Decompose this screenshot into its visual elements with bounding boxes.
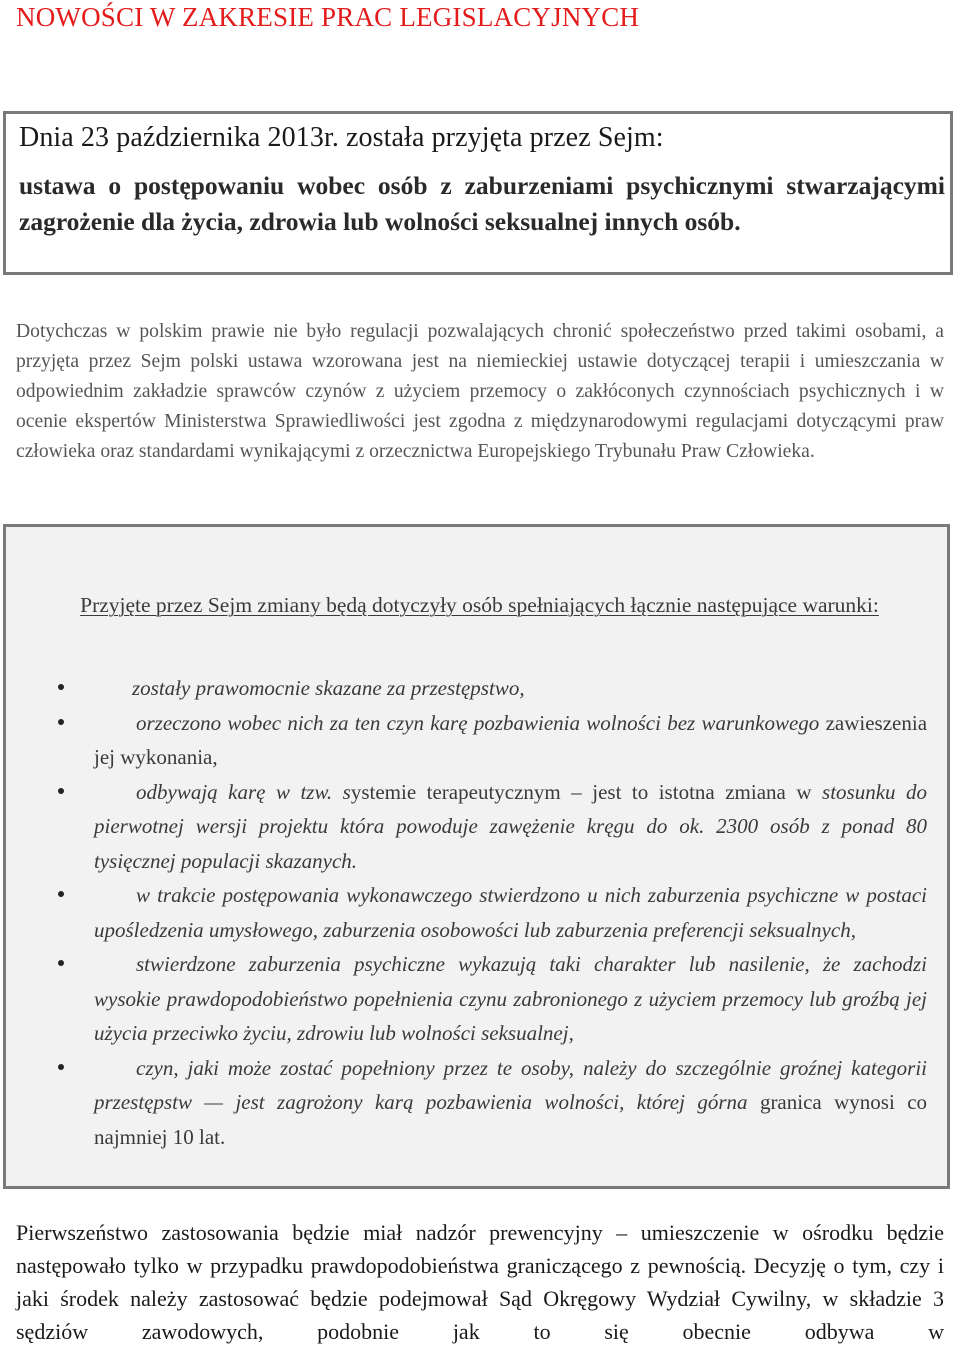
condition-item bbox=[6, 671, 947, 706]
condition-item bbox=[6, 878, 947, 947]
conditions-list bbox=[6, 671, 947, 1154]
condition-text: stwierdzone zaburzenia psychiczne wykazują taki charakter lub nasilenie, że zachodzi wysokie prawdopodobieństwo popełnienia czynu zabronionego z użyciem przemocy lub groźbą jej użycia przeciwko życiu, zdrowiu lub wolności seksualnej, bbox=[94, 952, 927, 1045]
conditions-heading: Przyjęte przez Sejm zmiany będą dotyczyły osób spełniających łącznie następujące warunki: bbox=[80, 593, 879, 617]
page-title: NOWOŚCI W ZAKRESIE PRAC LEGISLACYJNYCH bbox=[16, 2, 640, 32]
condition-text: zostały prawomocnie skazane za przestępstwo, bbox=[132, 676, 525, 700]
bullet-icon bbox=[58, 960, 64, 966]
adoption-date-line: Dnia 23 października 2013r. została przyjęta przez Sejm: bbox=[19, 122, 664, 153]
conditions-box bbox=[3, 524, 950, 1189]
condition-item bbox=[6, 775, 947, 879]
bullet-icon bbox=[58, 719, 64, 725]
intro-paragraph: Dotychczas w polskim prawie nie było regulacji pozwalających chronić społeczeństwo przed takimi osobami, a przyjęta przez Sejm polski ustawa wzorowana jest na niemieckiej ustawie dotyczącej terapii i umieszczania w odpowiednim zakładzie sprawców czynów z użyciem przemocy o zakłóconych czynnościach psychicznych i w ocenie ekspertów Ministerstwa Sprawiedliwości jest zgodna z międzynarodowymi regulacjami dotyczącymi praw człowieka oraz standardami wynikającymi z orzecznictwa Europejskiego Trybunału Praw Człowieka. bbox=[16, 321, 944, 462]
condition-item bbox=[6, 1051, 947, 1155]
condition-item bbox=[6, 706, 947, 775]
bullet-icon bbox=[58, 891, 64, 897]
condition-text: czyn, jaki może zostać popełniony przez te osoby, należy do szczególnie groźnej kategorii przestępstw — jest zagrożony karą pozbawienia wolności, której górna bbox=[94, 1055, 927, 1114]
act-title: ustawa o postępowaniu wobec osób z zaburzeniami psychicznymi stwarzającymi zagrożenie dla życia, zdrowia lub wolności seksualnej innych osób. bbox=[19, 171, 945, 236]
condition-text-note: stosunku do pierwotnej wersji projektu która powoduje zawężenie kręgu do ok. 2300 osób z ponad 80 tysięcznej populacji skazanych. bbox=[94, 779, 928, 873]
act-info-box bbox=[3, 111, 953, 275]
bullet-icon bbox=[58, 1064, 64, 1070]
condition-text: odbywają karę w tzw. s bbox=[136, 779, 351, 804]
condition-text-cont: granica wynosi co najmniej 10 lat. bbox=[94, 1090, 928, 1149]
condition-text-cont: ystemie terapeutycznym – jest to istotna zmiana w bbox=[350, 779, 812, 804]
condition-text: w trakcie postępowania wykonawczego stwierdzono u nich zaburzenia psychiczne w postaci upośledzenia umysłowego, zaburzenia osobowości lub zaburzenia preferencji seksualnych, bbox=[94, 883, 927, 942]
condition-text: orzeczono wobec nich za ten czyn karę pozbawienia wolności bez warunkowego bbox=[136, 710, 820, 735]
bullet-icon bbox=[58, 684, 64, 690]
condition-text-cont: zawieszenia jej wykonania, bbox=[94, 710, 928, 769]
bullet-icon bbox=[58, 788, 64, 794]
condition-item bbox=[6, 947, 947, 1051]
closing-paragraph: Pierwszeństwo zastosowania będzie miał nadzór prewencyjny – umieszczenie w ośrodku będzie następowało tylko w przypadku prawdopodobieństwa graniczącego z pewnością. Decyzję o tym, czy i jaki środek należy zastosować będzie podejmował Sąd Okręgowy Wydział Cywilny, w składzie 3 sędziów zawodowych, podobnie jak to się obecnie odbywa w bbox=[16, 1220, 944, 1344]
